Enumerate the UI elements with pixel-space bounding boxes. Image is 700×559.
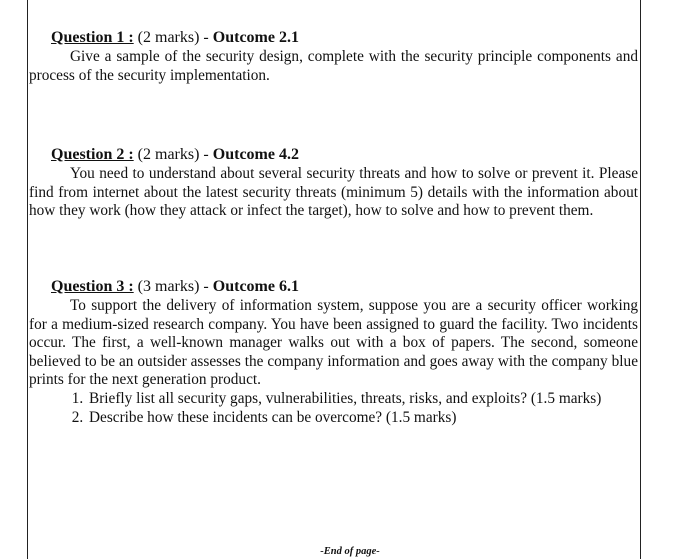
question-2-outcome: Outcome 4.2	[212, 146, 299, 163]
end-of-page-footer: -End of page-	[320, 546, 380, 557]
question-3-list	[29, 390, 638, 427]
question-1-marks: (2 marks) -	[133, 29, 213, 46]
question-3	[29, 277, 638, 427]
question-2	[29, 145, 638, 221]
question-3-label: Question 3 :	[51, 278, 134, 295]
question-2-marks: (2 marks) -	[133, 146, 213, 163]
question-1-text: Give a sample of the security design, complete with the security principle components and process of the security implementation.	[29, 48, 638, 84]
question-2-heading	[51, 145, 638, 164]
question-3-marks: (3 marks) -	[133, 278, 213, 295]
question-1-outcome: Outcome 2.1	[212, 29, 299, 46]
question-3-outcome: Outcome 6.1	[212, 278, 299, 295]
question-3-item-2: 2. Describe how these incidents can be overcome? (1.5 marks)	[87, 409, 638, 428]
question-2-label: Question 2 :	[51, 146, 134, 163]
question-3-heading	[51, 277, 638, 296]
question-1-label: Question 1 :	[51, 29, 134, 46]
question-1	[29, 28, 638, 85]
question-1-heading	[51, 28, 638, 47]
question-3-item-1: 1. Briefly list all security gaps, vulnerabilities, threats, risks, and exploits? (1.5 marks)	[87, 390, 638, 409]
question-3-text: To support the delivery of information system, suppose you are a security officer working for a medium-sized research company. You have been assigned to guard the facility. Two incidents occur. The first, a well-known manager walks out with a box of papers. The second, someone believed to be an outsider assesses the company information and goes away with the company blue prints for the next generation product.	[29, 297, 638, 389]
question-2-text: You need to understand about several security threats and how to solve or prevent it. Please find from internet about the latest security threats (minimum 5) details with the information about how they work (how they attack or infect the target), how to solve and how to prevent them.	[29, 165, 638, 220]
